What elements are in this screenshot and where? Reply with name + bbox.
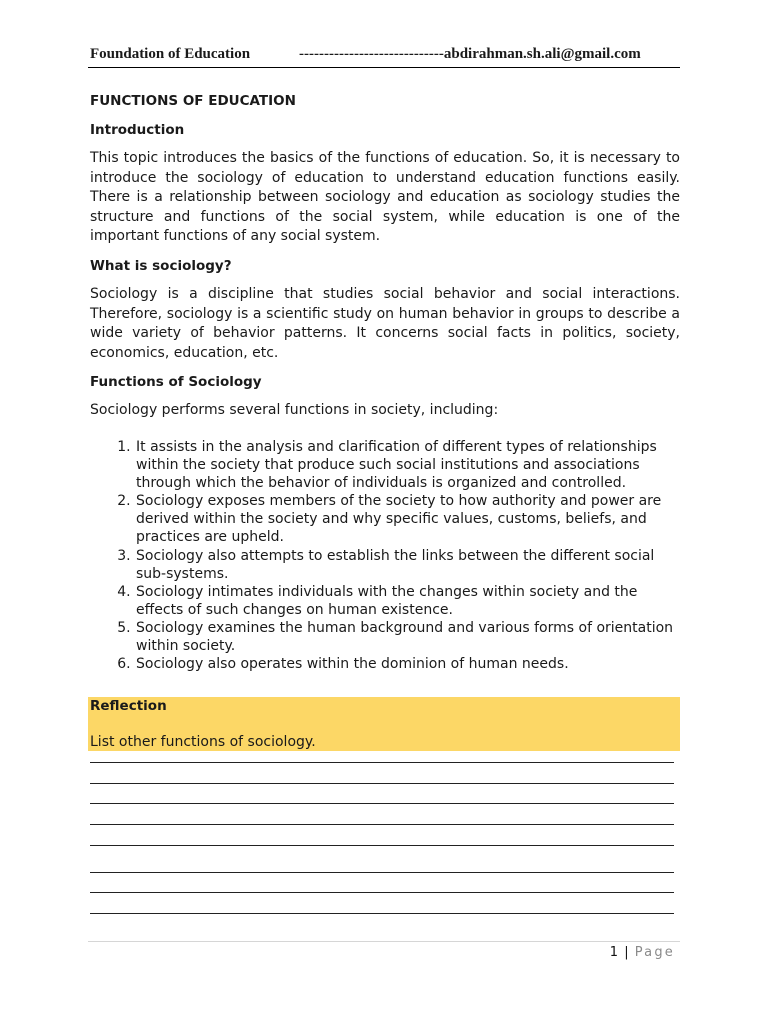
answer-line[interactable] xyxy=(90,803,674,804)
intro-paragraph: This topic introduces the basics of the functions of education. So, it is necessary to introduce the sociology of education to understand education functions easily. There is a relationship between sociology and education as sociology studies the structure and functions of the social system, while education is one of the important functions of any social system. xyxy=(90,150,680,245)
answer-line[interactable] xyxy=(90,783,674,784)
answer-line[interactable] xyxy=(90,892,674,893)
intro-heading: Introduction xyxy=(90,122,185,138)
sociology-heading: What is sociology? xyxy=(90,257,232,274)
list-item: 5. Sociology examines the human background and various forms of orientation within society. xyxy=(135,619,680,655)
page-footer xyxy=(610,945,675,960)
page-label: Page xyxy=(634,945,675,960)
functions-lead: Sociology performs several functions in society, including: xyxy=(90,402,499,419)
answer-line[interactable] xyxy=(90,913,674,914)
list-item: 4. Sociology intimates individuals with the changes within society and the effects of such changes on human existence. xyxy=(135,583,680,619)
document-title: FUNCTIONS OF EDUCATION xyxy=(90,93,296,109)
functions-heading: Functions of Sociology xyxy=(90,374,262,391)
functions-list xyxy=(90,438,680,673)
answer-line[interactable] xyxy=(90,762,674,763)
list-item: 2. Sociology exposes members of the society to how authority and power are derived within the society and why specific values, customs, beliefs, and practices are upheld. xyxy=(135,492,680,546)
header-author-email: -----------------------------abdirahman.sh.ali@gmail.com xyxy=(299,46,641,62)
answer-line[interactable] xyxy=(90,872,674,873)
list-item: 1. It assists in the analysis and clarification of different types of relationships within the society that produce such social institutions and associations through which the behavior of individuals is organized and controlled. xyxy=(135,438,680,492)
answer-line[interactable] xyxy=(90,845,674,846)
reflection-box xyxy=(88,697,680,751)
page-header xyxy=(88,45,680,68)
footer-divider xyxy=(88,941,680,942)
header-course-title: Foundation of Education xyxy=(90,46,251,62)
list-item: 3. Sociology also attempts to establish the links between the different social sub-systems. xyxy=(135,547,680,583)
page-number: 1 xyxy=(609,945,619,960)
reflection-title: Reflection xyxy=(90,698,167,714)
document-body xyxy=(90,92,680,673)
reflection-prompt: List other functions of sociology. xyxy=(90,734,316,750)
footer-separator: | xyxy=(624,945,629,960)
sociology-paragraph: Sociology is a discipline that studies social behavior and social interactions. Therefore, sociology is a scientific study on human behavior in groups to describe a wide variety of behavior patterns. It concerns social facts in politics, society, economics, education, etc. xyxy=(90,285,680,361)
list-item: 6. Sociology also operates within the dominion of human needs. xyxy=(135,655,680,673)
answer-line[interactable] xyxy=(90,824,674,825)
